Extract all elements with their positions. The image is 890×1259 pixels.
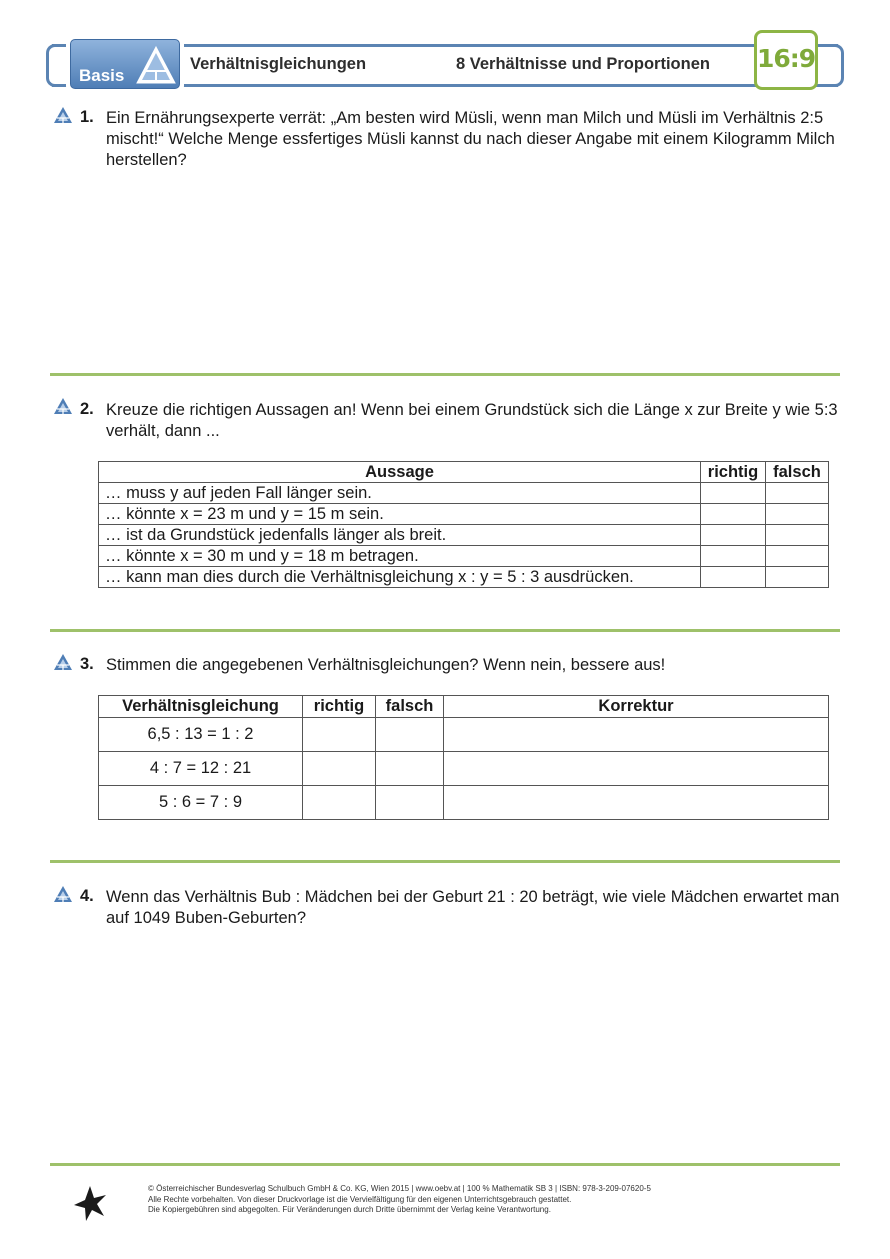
equation-cell: 4 : 7 = 12 : 21	[99, 752, 303, 786]
basis-badge	[66, 36, 184, 92]
column-header: richtig	[701, 462, 766, 483]
richtig-checkbox-cell[interactable]	[303, 718, 376, 752]
table-row	[99, 525, 829, 546]
richtig-checkbox-cell[interactable]	[701, 567, 766, 588]
task-1-text: Ein Ernährungsexperte verrät: „Am besten wird Müsli, wenn man Milch und Müsli im Verhältnis 2:5 mischt!“ Welche Menge essfertiges Müsli kannst du nach dieser Angabe mit einem Kilogramm Milch herstellen?	[106, 109, 835, 169]
publisher-logo-icon	[70, 1183, 110, 1223]
statement-cell: … muss y auf jeden Fall länger sein.	[99, 483, 701, 504]
pyramid-icon	[53, 885, 73, 903]
correction-cell[interactable]	[444, 752, 829, 786]
footer-line: © Österreichischer Bundesverlag Schulbuch GmbH & Co. KG, Wien 2015 | www.oebv.at | 100 % Mathematik SB 3 | ISBN: 978-3-209-07620-5	[148, 1184, 651, 1193]
richtig-checkbox-cell[interactable]	[701, 546, 766, 567]
separator	[50, 860, 840, 863]
statement-cell: … kann man dies durch die Verhältnisgleichung x : y = 5 : 3 ausdrücken.	[99, 567, 701, 588]
falsch-checkbox-cell[interactable]	[765, 483, 828, 504]
table-row	[99, 786, 829, 820]
column-header: falsch	[765, 462, 828, 483]
richtig-checkbox-cell[interactable]	[701, 504, 766, 525]
chapter-title: 8 Verhältnisse und Proportionen	[456, 55, 710, 73]
statements-table	[98, 461, 829, 588]
table-header-row	[99, 462, 829, 483]
task-2-number: 2.	[80, 400, 94, 418]
pyramid-icon	[53, 397, 73, 415]
correction-cell[interactable]	[444, 718, 829, 752]
column-header: falsch	[376, 696, 444, 718]
statement-cell: … könnte x = 23 m und y = 15 m sein.	[99, 504, 701, 525]
basis-label: Basis	[79, 66, 125, 85]
falsch-checkbox-cell[interactable]	[765, 525, 828, 546]
equation-cell: 5 : 6 = 7 : 9	[99, 786, 303, 820]
table-row	[99, 483, 829, 504]
logo-16-9: 16:9	[754, 30, 818, 90]
table-header-row	[99, 696, 829, 718]
richtig-checkbox-cell[interactable]	[701, 525, 766, 546]
richtig-checkbox-cell[interactable]	[701, 483, 766, 504]
equations-table	[98, 695, 829, 820]
pyramid-icon	[135, 45, 177, 85]
table-row	[99, 718, 829, 752]
table-row	[99, 546, 829, 567]
correction-cell[interactable]	[444, 786, 829, 820]
column-header: Aussage	[99, 462, 701, 483]
falsch-checkbox-cell[interactable]	[765, 504, 828, 525]
statement-cell: … könnte x = 30 m und y = 18 m betragen.	[99, 546, 701, 567]
copyright-notice	[148, 1184, 651, 1216]
richtig-checkbox-cell[interactable]	[303, 752, 376, 786]
separator	[50, 1163, 840, 1166]
column-header: Korrektur	[444, 696, 829, 718]
task-4-number: 4.	[80, 887, 94, 905]
pyramid-icon	[53, 106, 73, 124]
falsch-checkbox-cell[interactable]	[765, 546, 828, 567]
table-row	[99, 567, 829, 588]
task-1-number: 1.	[80, 108, 94, 126]
column-header: Verhältnisgleichung	[99, 696, 303, 718]
task-3-text: Stimmen die angegebenen Verhältnisgleichungen? Wenn nein, bessere aus!	[106, 656, 666, 674]
table-row	[99, 752, 829, 786]
equation-cell: 6,5 : 13 = 1 : 2	[99, 718, 303, 752]
pyramid-icon	[53, 653, 73, 671]
footer-line: Die Kopiergebühren sind abgegolten. Für Veränderungen durch Dritte übernimmt der Verlag keine Verantwortung.	[148, 1205, 551, 1214]
task-2-text: Kreuze die richtigen Aussagen an! Wenn bei einem Grundstück sich die Länge x zur Breite y wie 5:3 verhält, dann ...	[106, 401, 838, 440]
column-header: richtig	[303, 696, 376, 718]
falsch-checkbox-cell[interactable]	[765, 567, 828, 588]
header-bracket-right	[835, 44, 844, 87]
richtig-checkbox-cell[interactable]	[303, 786, 376, 820]
falsch-checkbox-cell[interactable]	[376, 786, 444, 820]
table-row	[99, 504, 829, 525]
falsch-checkbox-cell[interactable]	[376, 752, 444, 786]
task-3-number: 3.	[80, 655, 94, 673]
separator	[50, 373, 840, 376]
task-4-text: Wenn das Verhältnis Bub : Mädchen bei der Geburt 21 : 20 beträgt, wie viele Mädchen erwartet man auf 1049 Buben-Geburten?	[106, 888, 840, 927]
footer-line: Alle Rechte vorbehalten. Von dieser Druckvorlage ist die Vervielfältigung für den eigenen Unterrichtsgebrauch gestattet.	[148, 1194, 572, 1204]
statement-cell: … ist da Grundstück jedenfalls länger als breit.	[99, 525, 701, 546]
separator	[50, 629, 840, 632]
header-bracket-left	[46, 44, 55, 87]
falsch-checkbox-cell[interactable]	[376, 718, 444, 752]
page-title: Verhältnisgleichungen	[190, 55, 367, 73]
